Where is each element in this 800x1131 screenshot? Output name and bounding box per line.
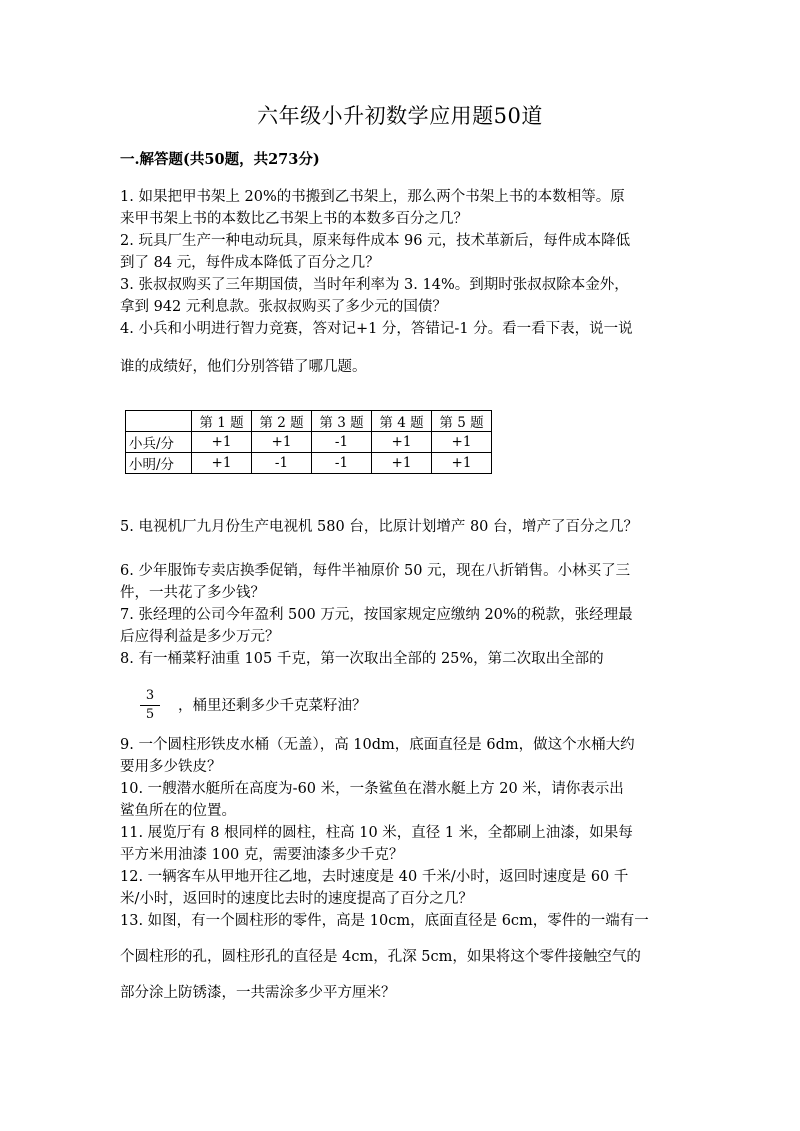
question-line: 来甲书架上书的本数比乙书架上书的本数多百分之几？ [120, 211, 468, 227]
table-cell: +1 [252, 432, 312, 453]
question-line: 13. 如图，有一个圆柱形的零件，高是 10cm，底面直径是 6cm，零件的一端有一 [120, 913, 649, 929]
question-line: 6. 少年服饰专卖店换季促销，每件半袖原价 50 元，现在八折销售。小林买了三 [120, 563, 631, 579]
table-header-cell: 第 5 题 [432, 411, 492, 432]
question-line: 9. 一个圆柱形铁皮水桶（无盖），高 10dm，底面直径是 6dm，做这个水桶大约 [120, 737, 635, 753]
fraction-denominator: 5 [145, 707, 155, 722]
question-line: 5. 电视机厂九月份生产电视机 580 台，比原计划增产 80 台，增产了百分之几？ [120, 519, 639, 535]
question-line: 1. 如果把甲书架上 20%的书搬到乙书架上，那么两个书架上书的本数相等。原 [120, 189, 625, 205]
question-4 [120, 318, 680, 340]
table-header-cell [126, 411, 192, 432]
question-line: 鲨鱼所在的位置。 [120, 803, 236, 819]
section-header: 一.解答题(共50题，共273分) [120, 151, 320, 168]
table-cell: +1 [372, 432, 432, 453]
question-2 [120, 230, 680, 274]
question-line: 拿到 942 元利息款。张叔叔购买了多少元的国债？ [120, 299, 447, 315]
fraction-numerator: 3 [145, 688, 155, 703]
table-cell: +1 [432, 432, 492, 453]
question-11 [120, 822, 680, 866]
table-cell: -1 [252, 453, 312, 474]
table-header-cell: 第 1 题 [192, 411, 252, 432]
question-line: 12. 一辆客车从甲地开往乙地，去时速度是 40 千米/小时，返回时速度是 60 千 [120, 869, 629, 885]
question-3 [120, 274, 680, 318]
question-line: 4. 小兵和小明进行智力竞赛，答对记+1 分，答错记-1 分。看一看下表，说一说 [120, 321, 633, 337]
table-header-cell: 第 4 题 [372, 411, 432, 432]
question-7 [120, 604, 680, 648]
table-cell: +1 [192, 453, 252, 474]
question-line: 平方米用油漆 100 克，需要油漆多少千克？ [120, 847, 404, 863]
question-line: 3. 张叔叔购买了三年期国债，当时年利率为 3. 14%。到期时张叔叔除本金外， [120, 277, 629, 293]
question-10 [120, 778, 680, 822]
score-table [125, 410, 492, 474]
table-cell: -1 [312, 432, 372, 453]
question-line: 11. 展览厅有 8 根同样的圆柱，柱高 10 米，直径 1 米，全都刷上油漆，如果每 [120, 825, 633, 841]
table-cell: +1 [372, 453, 432, 474]
question-1 [120, 186, 680, 230]
question-8-continued: ，桶里还剩多少千克菜籽油？ [178, 698, 367, 714]
table-header-row [126, 411, 492, 432]
table-row [126, 432, 492, 453]
table-cell: +1 [432, 453, 492, 474]
question-line: 米/小时，返回时的速度比去时的速度提高了百分之几？ [120, 891, 473, 907]
question-8 [120, 648, 680, 670]
question-13 [120, 910, 680, 932]
question-line: 10. 一艘潜水艇所在高度为-60 米，一条鲨鱼在潜水艇上方 20 米，请你表示出 [120, 781, 624, 797]
question-line: 要用多少铁皮？ [120, 759, 222, 775]
question-9 [120, 734, 680, 778]
table-cell: 小兵/分 [126, 432, 192, 453]
table-cell: +1 [192, 432, 252, 453]
question-13-line-3 [120, 982, 680, 1004]
table-header-cell: 第 3 题 [312, 411, 372, 432]
question-line: 部分涂上防锈漆，一共需涂多少平方厘米？ [120, 985, 396, 1001]
table-header-cell: 第 2 题 [252, 411, 312, 432]
question-line: 后应得利益是多少万元？ [120, 629, 280, 645]
table-cell: 小明/分 [126, 453, 192, 474]
question-line: 到了 84 元，每件成本降低了百分之几？ [120, 255, 380, 271]
question-4-continued [120, 356, 680, 378]
table-row [126, 453, 492, 474]
table-cell: -1 [312, 453, 372, 474]
question-line: 谁的成绩好，他们分别答错了哪几题。 [120, 359, 367, 375]
question-13-line-2 [120, 946, 680, 968]
fraction-bar [140, 705, 160, 706]
question-12 [120, 866, 680, 910]
question-6 [120, 560, 680, 604]
question-line: 8. 有一桶菜籽油重 105 千克，第一次取出全部的 25%，第二次取出全部的 [120, 651, 604, 667]
question-line: 2. 玩具厂生产一种电动玩具，原来每件成本 96 元，技术革新后，每件成本降低 [120, 233, 631, 249]
question-5 [120, 516, 680, 538]
question-line: 件，一共花了多少钱？ [120, 585, 265, 601]
question-line: 个圆柱形的孔，圆柱形孔的直径是 4cm，孔深 5cm，如果将这个零件接触空气的 [120, 949, 641, 965]
fraction [140, 688, 160, 723]
question-line: 7. 张经理的公司今年盈利 500 万元，按国家规定应缴纳 20%的税款，张经理最 [120, 607, 633, 623]
page-title: 六年级小升初数学应用题50道 [257, 104, 543, 128]
